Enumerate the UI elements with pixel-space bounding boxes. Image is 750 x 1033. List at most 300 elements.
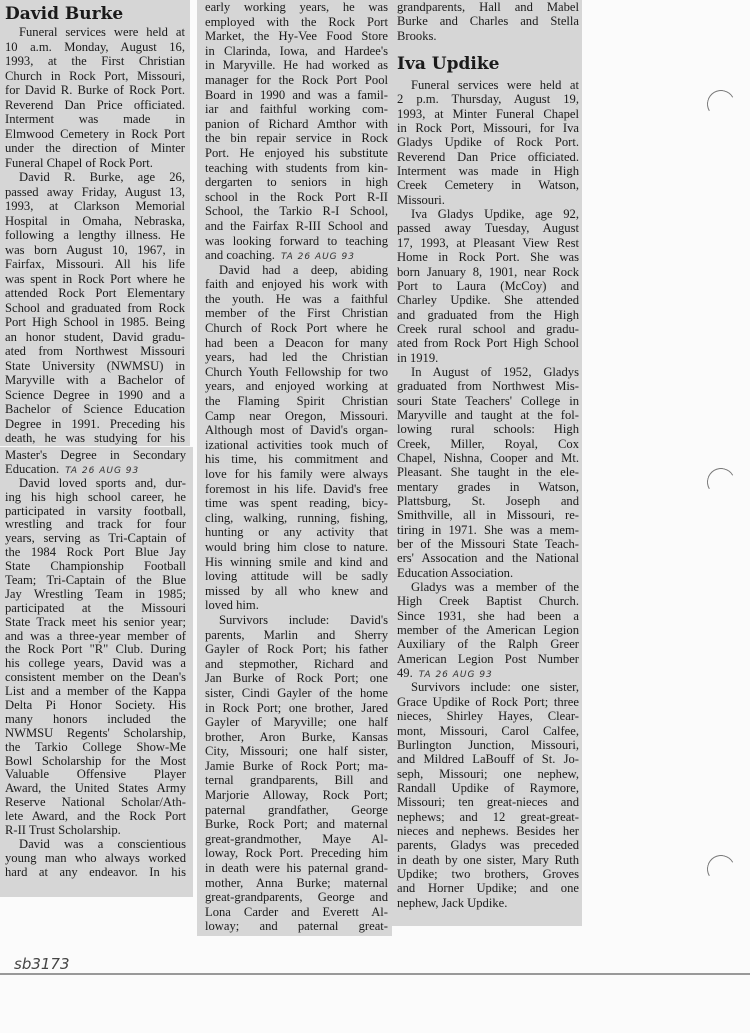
line-text: under the direction of Minter <box>5 141 185 155</box>
handwritten-date-note: TA 26 AUG 93 <box>65 465 140 476</box>
line-text: seph, Missouri; one nephew, <box>397 766 579 781</box>
text-line <box>5 54 185 69</box>
line-text: Home in Rock Port. She was <box>397 250 579 265</box>
line-text: David had a deep, abiding <box>219 262 388 277</box>
text-line <box>5 359 185 374</box>
text-line <box>5 657 186 671</box>
line-text: Team; Tri-Captain of the Blue <box>5 573 186 588</box>
line-text: in Clarinda, Iowa, and Hardee's <box>205 43 388 58</box>
line-text: Bachelor of Science Education <box>5 402 185 416</box>
text-line <box>5 477 186 491</box>
line-text: death, he was studying for his <box>5 431 185 445</box>
column-text <box>397 0 579 910</box>
text-line <box>205 102 388 117</box>
text-line <box>5 824 186 838</box>
text-line <box>397 795 579 809</box>
text-line <box>397 0 579 14</box>
text-line <box>205 817 388 832</box>
text-line <box>5 257 185 272</box>
text-line <box>397 637 579 651</box>
text-line <box>5 602 186 616</box>
text-line <box>397 580 579 594</box>
line-text: 1993, at the First Christian <box>5 54 185 68</box>
text-line <box>205 613 388 628</box>
line-text: mont, Missouri, Carol Calfee, <box>397 723 579 738</box>
line-text: loway, Rock Port. Preceding him <box>205 846 388 861</box>
text-line <box>205 379 388 394</box>
line-text: Jan Burke of Rock Port; one <box>205 671 388 686</box>
text-line <box>205 190 388 205</box>
text-line <box>205 350 388 365</box>
line-text: Education Association. <box>397 565 514 580</box>
line-text: City, Missouri; one half sister, <box>205 744 388 759</box>
text-line <box>205 0 388 15</box>
line-text: had been a Deacon for many <box>205 335 388 350</box>
line-text: Award, the United States Army <box>5 781 186 796</box>
text-line <box>397 623 579 637</box>
paragraph <box>397 365 579 580</box>
line-text: Funeral services were held at <box>19 25 185 39</box>
text-line <box>5 574 186 588</box>
line-text: many honors included the <box>5 711 186 726</box>
line-text: ing his high school career, he <box>5 489 186 504</box>
text-line <box>5 330 185 345</box>
text-line <box>205 29 388 44</box>
line-text: 17, 1993, at Pleasant View Rest <box>397 235 579 250</box>
line-text: the Rock Port "R" Club. During <box>5 642 186 657</box>
text-line <box>205 175 388 190</box>
line-text: paternal grandfather, George <box>205 802 388 817</box>
line-text: Pleasant. She taught in the ele- <box>397 465 579 480</box>
text-line <box>397 279 579 293</box>
line-text: Gayler of Maryville; one half <box>205 715 388 730</box>
line-text: ated from Rock Port High School <box>397 336 579 351</box>
text-line <box>5 98 185 113</box>
line-text: Maryville with a Bachelor of <box>5 373 185 387</box>
line-text: Board in 1990 and was a famil- <box>205 87 388 102</box>
text-line <box>397 724 579 738</box>
text-line <box>397 824 579 838</box>
text-line <box>397 738 579 752</box>
line-text: faith and enjoyed his work with <box>205 277 388 292</box>
text-line <box>397 322 579 336</box>
line-text: Brooks. <box>397 28 437 43</box>
text-line <box>397 422 579 436</box>
line-text: Updike; two brothers, Groves <box>397 866 579 881</box>
line-text: Reverend Dan Price officiated. <box>397 149 579 164</box>
paragraph <box>5 25 185 170</box>
line-text: Missouri. <box>397 192 445 207</box>
text-line <box>205 876 388 891</box>
line-text: the Tarkio College Show-Me <box>5 739 186 754</box>
line-text: Burke, Rock Port; and maternal <box>205 817 388 832</box>
line-text: graduated from Northwest Mis- <box>397 379 579 394</box>
paragraph <box>205 263 388 613</box>
line-text: loving attitude will be sadly <box>205 569 388 584</box>
line-text: Creek Cemetery in Watson, <box>397 178 579 193</box>
line-text: Gladys Updike of Rock Port. <box>397 135 579 150</box>
text-line <box>205 642 388 657</box>
line-text: and Horner Updike; and one <box>397 881 579 896</box>
text-line <box>205 321 388 336</box>
text-line <box>397 896 579 910</box>
text-line <box>5 699 186 713</box>
text-line <box>397 594 579 608</box>
text-line <box>205 44 388 59</box>
text-line <box>397 853 579 867</box>
text-line <box>205 58 388 73</box>
text-line <box>397 465 579 479</box>
text-line <box>205 204 388 219</box>
line-text: consistent member on the Dean's <box>5 670 186 685</box>
text-line <box>5 228 185 243</box>
line-text: and Mildred LaBouff of St. Jo- <box>397 752 579 767</box>
text-line <box>397 566 579 580</box>
text-line <box>397 92 579 106</box>
line-text: State Championship Football <box>5 559 186 574</box>
text-line <box>5 713 186 727</box>
text-line <box>205 803 388 818</box>
text-line <box>5 449 186 463</box>
line-text: mother, Anna Burke; maternal <box>205 875 388 890</box>
text-line <box>205 788 388 803</box>
line-text: Lona Carder and Everett Al- <box>205 904 388 919</box>
column-text <box>5 449 186 880</box>
text-line <box>5 616 186 630</box>
line-text: nephews; and 12 great-great- <box>397 809 579 824</box>
handwritten-date-note: TA 26 AUG 93 <box>280 252 355 263</box>
text-line <box>205 146 388 161</box>
text-line <box>205 861 388 876</box>
line-text: Charley Updike. She attended <box>397 293 579 308</box>
text-line <box>205 846 388 861</box>
text-line <box>205 292 388 307</box>
line-text: in Rock Port; one brother, Jared <box>205 700 388 715</box>
text-line <box>205 248 388 263</box>
line-text: Randall Updike of Raymore, <box>397 780 579 795</box>
text-line <box>205 423 388 438</box>
line-text: Marjorie Alloway, Rock Port; <box>205 788 388 803</box>
line-text: Burke and Charles and Stella <box>397 14 579 29</box>
paragraph <box>5 838 186 880</box>
line-text: School and graduated from Rock <box>5 300 185 315</box>
binder-hole <box>704 87 738 121</box>
text-line <box>5 402 185 417</box>
text-line <box>205 919 388 934</box>
text-line <box>5 170 185 185</box>
text-line <box>5 127 185 142</box>
text-line <box>5 560 186 574</box>
text-line <box>397 135 579 149</box>
text-line <box>397 537 579 551</box>
line-text: nieces, Shirley Hayes, Clear- <box>397 709 579 724</box>
text-line <box>5 782 186 796</box>
text-line <box>5 796 186 810</box>
text-line <box>205 744 388 759</box>
line-text: mentary grades in Watson, <box>397 479 579 494</box>
line-text: in Rock Port, Missouri, for Iva <box>397 121 579 136</box>
text-line <box>5 866 186 880</box>
line-text: Funeral services were held at <box>411 78 579 93</box>
line-text: State Track meet his senior year; <box>5 614 186 629</box>
text-line <box>397 652 579 666</box>
line-text: born January 8, 1901, near Rock <box>397 264 579 279</box>
line-text: and was a three-year member of <box>5 628 186 643</box>
text-line <box>397 838 579 852</box>
text-line <box>5 741 186 755</box>
text-line <box>397 609 579 623</box>
text-line <box>5 768 186 782</box>
text-line <box>5 141 185 156</box>
line-text: love for his family were always <box>205 467 388 481</box>
paragraph <box>5 477 186 838</box>
line-text: Market, the Hy-Vee Food Store <box>205 29 388 44</box>
text-line <box>397 351 579 365</box>
line-text: 1993, at Clarkson Memorial <box>5 199 185 213</box>
paragraph <box>205 0 388 263</box>
line-text: ternal grandparents, Bill and <box>205 773 388 788</box>
text-line <box>5 588 186 602</box>
text-line <box>5 518 186 532</box>
text-line <box>5 838 186 852</box>
paragraph <box>397 78 579 207</box>
text-line <box>205 555 388 570</box>
line-text: NWMSU Regents' Scholarship, <box>5 725 186 740</box>
text-line <box>397 523 579 537</box>
text-line <box>397 250 579 264</box>
page-edge <box>0 973 750 975</box>
line-text: his time, his commitment and <box>205 452 388 467</box>
text-line <box>5 286 185 301</box>
text-line <box>5 546 186 560</box>
text-line <box>397 293 579 307</box>
text-line <box>205 598 388 613</box>
text-line <box>397 408 579 422</box>
line-text: manager for the Rock Port Pool <box>205 72 388 87</box>
line-text: attended Rock Port Elementary <box>5 286 185 300</box>
line-text: in Maryville. He had worked as <box>205 58 388 73</box>
line-text: ber of the Missouri State Teach- <box>397 537 579 552</box>
text-line <box>5 417 185 432</box>
line-text: Funeral Chapel of Rock Port. <box>5 155 153 170</box>
text-line <box>397 207 579 221</box>
text-line <box>5 344 185 359</box>
text-line <box>205 628 388 643</box>
line-text: time was spent reading, bicy- <box>205 496 388 511</box>
line-text: Plattsburg, St. Joseph and <box>397 494 579 508</box>
line-text: Gladys was a member of the <box>411 580 579 595</box>
text-line <box>5 463 186 477</box>
text-line <box>205 365 388 380</box>
text-line <box>205 730 388 745</box>
text-line <box>5 532 186 546</box>
text-line <box>397 121 579 135</box>
text-line <box>205 671 388 686</box>
text-line <box>397 107 579 121</box>
line-text: young man who always worked <box>5 850 186 865</box>
line-text: in death by one sister, Mary Ruth <box>397 852 579 867</box>
paragraph <box>397 680 579 910</box>
line-text: High Creek Baptist Church. <box>397 594 579 609</box>
line-text: early working years, he was <box>205 0 388 14</box>
clipping-column-2 <box>197 0 392 936</box>
text-line <box>205 88 388 103</box>
line-text: souri State Teachers' College in <box>397 393 579 408</box>
paragraph <box>397 0 579 43</box>
text-line <box>5 301 185 316</box>
text-line <box>205 715 388 730</box>
text-line <box>205 452 388 467</box>
line-text: the 1984 Rock Port Blue Jay <box>5 545 186 560</box>
obituary-title: David Burke <box>5 4 124 24</box>
text-line <box>205 890 388 905</box>
line-text: Port High School in 1985. Being <box>5 315 185 329</box>
text-line <box>5 199 185 214</box>
text-line <box>397 494 579 508</box>
text-line <box>397 451 579 465</box>
line-text: and graduated from the High <box>397 307 579 322</box>
text-line <box>205 482 388 497</box>
line-text: in death were his paternal grand- <box>205 861 388 876</box>
archive-number: sb3173 <box>14 955 70 973</box>
line-text: dergarten to seniors in high <box>205 175 388 190</box>
line-text: Burlington Junction, Missouri, <box>397 737 579 752</box>
text-line <box>205 277 388 292</box>
line-text: hunting or any activity that <box>205 525 388 540</box>
text-line <box>205 832 388 847</box>
line-text: Science Degree in 1990 and a <box>5 387 185 402</box>
binder-hole <box>704 852 738 886</box>
text-line <box>205 394 388 409</box>
text-line <box>205 438 388 453</box>
text-line <box>397 551 579 565</box>
text-line <box>397 365 579 379</box>
line-text: Gayler of Rock Port; his father <box>205 642 388 657</box>
text-line <box>5 491 186 505</box>
line-text: His winning smile and kind and <box>205 554 388 569</box>
text-line <box>397 379 579 393</box>
line-text: loved him. <box>205 598 259 613</box>
line-text: sister, Cindi Gayler of the home <box>205 685 388 700</box>
text-line <box>397 810 579 824</box>
line-text: grandparents, Hall and Mabel <box>397 0 579 14</box>
text-line <box>5 505 186 519</box>
line-text: and coaching. <box>205 248 275 263</box>
text-line <box>5 685 186 699</box>
line-text: parents, Marlin and Sherry <box>205 627 388 642</box>
line-text: following a lengthy illness. He <box>5 228 185 242</box>
text-line <box>5 643 186 657</box>
text-line <box>205 263 388 278</box>
text-line <box>205 905 388 920</box>
line-text: ers' Assocation and the National <box>397 551 579 566</box>
line-text: 49. <box>397 666 413 681</box>
line-text: wrestling and track for four <box>5 517 186 532</box>
text-line <box>205 701 388 716</box>
text-line <box>205 409 388 424</box>
text-line <box>205 234 388 249</box>
line-text: his college years, David was a <box>5 656 186 671</box>
line-text: Reverend Dan Price officiated. <box>5 97 185 112</box>
text-line <box>205 657 388 672</box>
line-text: lowing rural schools: High <box>397 422 579 437</box>
text-line <box>397 867 579 881</box>
line-text: foremost in his life. David's free <box>205 481 388 496</box>
text-line <box>397 695 579 709</box>
text-line <box>397 164 579 178</box>
paragraph <box>205 613 388 934</box>
text-line <box>397 881 579 895</box>
line-text: Church in Rock Port, Missouri, <box>5 68 185 83</box>
text-line <box>5 431 185 446</box>
line-text: Survivors include: one sister, <box>411 680 579 695</box>
line-text: Reserve National Scholar/Ath- <box>5 795 186 810</box>
line-text: Bowl Scholarship for the Most <box>5 753 186 768</box>
text-line <box>397 178 579 192</box>
text-line <box>397 480 579 494</box>
line-text: ated from Northwest Missouri <box>5 344 185 358</box>
line-text: participated in varsity football, <box>5 503 186 518</box>
line-text: was born August 10, 1967, in <box>5 242 185 257</box>
line-text: in 1919. <box>397 350 439 365</box>
text-line <box>205 569 388 584</box>
line-text: loway; and paternal great- <box>205 919 388 934</box>
text-line <box>397 752 579 766</box>
text-line <box>397 508 579 522</box>
line-text: Jay Wrestling Team in 1985; <box>5 586 186 601</box>
text-line <box>397 394 579 408</box>
line-text: and the Fairfax R-III School and <box>205 218 388 233</box>
line-text: Grace Updike of Rock Port; three <box>397 694 579 709</box>
text-line <box>5 112 185 127</box>
text-line <box>5 373 185 388</box>
line-text: panion of Richard Amthor with <box>205 116 388 131</box>
line-text: years, serving as Tri-Captain of <box>5 531 186 546</box>
text-line <box>5 40 185 55</box>
line-text: was looking forward to teaching <box>205 233 388 248</box>
line-text: Elmwood Cemetery in Rock Port <box>5 126 185 141</box>
line-text: an honor student, David gradu- <box>5 329 185 344</box>
line-text: Chapel, Nishna, Cooper and Mt. <box>397 450 579 465</box>
line-text: Delta Pi Honor Society. His <box>5 698 186 713</box>
text-line <box>5 388 185 403</box>
line-text: David loved sports and, dur- <box>19 475 186 490</box>
line-text: Valuable Offensive Player <box>5 767 186 782</box>
line-text: Master's Degree in Secondary <box>5 448 186 462</box>
line-text: participated at the Missouri <box>5 600 186 615</box>
line-text: Port to Laura (McCoy) and <box>397 278 579 293</box>
line-text: would bring him close to nature. <box>205 539 388 554</box>
text-line <box>397 781 579 795</box>
line-text: Hospital in Omaha, Nebraska, <box>5 213 185 228</box>
text-line <box>205 336 388 351</box>
line-text: missed by all who knew and <box>205 583 388 598</box>
line-text: tiring in 1971. She was a mem- <box>397 522 579 537</box>
line-text: passed away Friday, August 13, <box>5 184 185 199</box>
line-text: was spent in Rock Port where he <box>5 271 185 286</box>
text-line <box>5 243 185 258</box>
line-text: Degree in 1991. Preceding his <box>5 416 185 431</box>
text-line <box>5 755 186 769</box>
paragraph <box>5 170 185 446</box>
text-line <box>205 525 388 540</box>
text-line <box>205 467 388 482</box>
line-text: Smithville, all in Missouri, re- <box>397 508 579 523</box>
line-text: David R. Burke, age 26, <box>19 170 185 184</box>
text-line <box>205 306 388 321</box>
line-text: David was a conscientious <box>19 836 186 851</box>
line-text: 1993, at Minter Funeral Chapel <box>397 106 579 121</box>
